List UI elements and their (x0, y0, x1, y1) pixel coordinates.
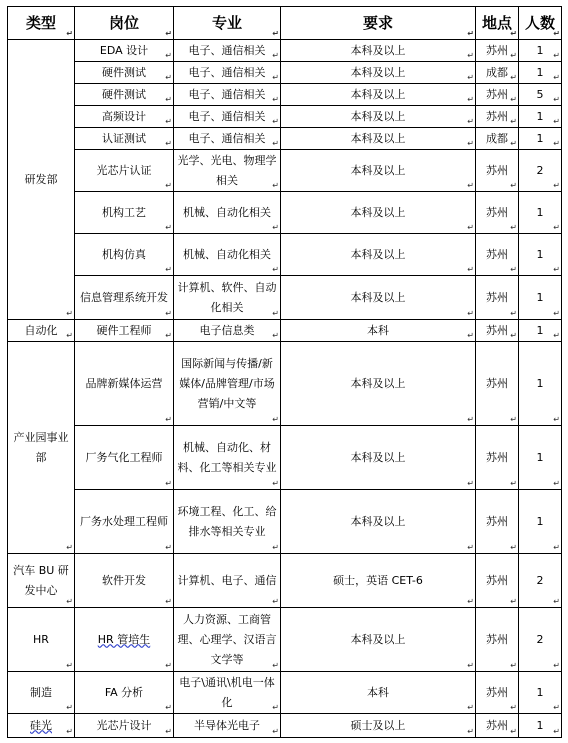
location-cell: 苏州 ↵ (476, 40, 519, 62)
count-cell: 1 ↵ (519, 106, 562, 128)
count-cell: 1 ↵ (519, 128, 562, 150)
location-cell: 苏州 ↵ (476, 192, 519, 234)
position-cell: 光芯片认证 ↵ (75, 150, 174, 192)
position-cell: 机构工艺 ↵ (75, 192, 174, 234)
requirement-cell: 本科及以上 ↵ (281, 106, 476, 128)
location-cell: 苏州 ↵ (476, 106, 519, 128)
table-row (8, 276, 562, 320)
requirement-cell: 硕士，英语 CET-6 ↵ (281, 554, 476, 608)
location-cell: 苏州 ↵ (476, 342, 519, 426)
table-row (8, 554, 562, 608)
count-cell: 1 ↵ (519, 192, 562, 234)
location-cell: 苏州 ↵ (476, 554, 519, 608)
requirement-cell: 本科及以上 ↵ (281, 150, 476, 192)
table-row (8, 40, 562, 62)
count-cell: 1 ↵ (519, 40, 562, 62)
major-cell: 电子、通信相关 ↵ (174, 128, 281, 150)
header-location: 地点 ↵ (476, 7, 519, 40)
type-cell: 自动化 ↵ (8, 320, 75, 342)
position-cell: EDA 设计 ↵ (75, 40, 174, 62)
location-cell: 成都 ↵ (476, 128, 519, 150)
recruitment-table (7, 6, 562, 738)
position-cell: 厂务水处理工程师 ↵ (75, 490, 174, 554)
major-cell: 计算机、电子、通信 ↵ (174, 554, 281, 608)
type-cell: 产业园事业部 ↵ (8, 342, 75, 554)
type-cell: 制造 ↵ (8, 672, 75, 714)
count-cell: 1 ↵ (519, 320, 562, 342)
header-position: 岗位 ↵ (75, 7, 174, 40)
requirement-cell: 本科及以上 ↵ (281, 40, 476, 62)
requirement-cell: 本科及以上 ↵ (281, 276, 476, 320)
major-cell: 人力资源、工商管理、心理学、汉语言文学等 ↵ (174, 608, 281, 672)
count-cell: 1 ↵ (519, 714, 562, 738)
table-row (8, 150, 562, 192)
requirement-cell: 本科及以上 ↵ (281, 84, 476, 106)
location-cell: 苏州 ↵ (476, 150, 519, 192)
major-cell: 电子\通讯\机电一体化 ↵ (174, 672, 281, 714)
count-cell: 1 ↵ (519, 62, 562, 84)
location-cell: 苏州 ↵ (476, 672, 519, 714)
table-row (8, 234, 562, 276)
count-cell: 1 ↵ (519, 672, 562, 714)
position-cell: 光芯片设计 ↵ (75, 714, 174, 738)
table-row (8, 608, 562, 672)
position-cell: 软件开发 ↵ (75, 554, 174, 608)
requirement-cell: 本科及以上 ↵ (281, 342, 476, 426)
header-type: 类型 ↵ (8, 7, 75, 40)
table-row (8, 84, 562, 106)
major-cell: 电子、通信相关 ↵ (174, 84, 281, 106)
count-cell: 1 ↵ (519, 342, 562, 426)
requirement-cell: 本科及以上 ↵ (281, 62, 476, 84)
location-cell: 苏州 ↵ (476, 490, 519, 554)
major-cell: 光学、光电、物理学相关 ↵ (174, 150, 281, 192)
requirement-cell: 本科及以上 ↵ (281, 490, 476, 554)
major-cell: 半导体光电子 ↵ (174, 714, 281, 738)
table-row (8, 342, 562, 426)
position-cell: HR 管培生 ↵ (75, 608, 174, 672)
table-row (8, 714, 562, 738)
requirement-cell: 本科及以上 ↵ (281, 128, 476, 150)
location-cell: 苏州 ↵ (476, 276, 519, 320)
major-cell: 机械、自动化相关 ↵ (174, 192, 281, 234)
type-cell: 研发部 ↵ (8, 40, 75, 320)
location-cell: 苏州 ↵ (476, 608, 519, 672)
table-row (8, 426, 562, 490)
major-cell: 环境工程、化工、给排水等相关专业 ↵ (174, 490, 281, 554)
position-cell: FA 分析 ↵ (75, 672, 174, 714)
requirement-cell: 本科及以上 ↵ (281, 234, 476, 276)
requirement-cell: 本科及以上 ↵ (281, 608, 476, 672)
major-cell: 电子信息类 ↵ (174, 320, 281, 342)
major-cell: 电子、通信相关 ↵ (174, 106, 281, 128)
table-row (8, 672, 562, 714)
major-cell: 计算机、软件、自动化相关 ↵ (174, 276, 281, 320)
location-cell: 苏州 ↵ (476, 320, 519, 342)
table-row (8, 106, 562, 128)
position-cell: 高频设计 ↵ (75, 106, 174, 128)
table-row (8, 192, 562, 234)
location-cell: 苏州 ↵ (476, 84, 519, 106)
requirement-cell: 本科 ↵ (281, 672, 476, 714)
requirement-cell: 本科及以上 ↵ (281, 192, 476, 234)
location-cell: 苏州 ↵ (476, 234, 519, 276)
header-row (8, 7, 562, 40)
requirement-cell: 本科及以上 ↵ (281, 426, 476, 490)
major-cell: 机械、自动化、材料、化工等相关专业 ↵ (174, 426, 281, 490)
header-count: 人数 ↵ (519, 7, 562, 40)
requirement-cell: 本科 ↵ (281, 320, 476, 342)
major-cell: 电子、通信相关 ↵ (174, 62, 281, 84)
count-cell: 5 ↵ (519, 84, 562, 106)
count-cell: 2 ↵ (519, 608, 562, 672)
table-row (8, 490, 562, 554)
header-major: 专业 ↵ (174, 7, 281, 40)
position-cell: 硬件测试 ↵ (75, 62, 174, 84)
position-cell: 机构仿真 ↵ (75, 234, 174, 276)
count-cell: 1 ↵ (519, 426, 562, 490)
position-cell: 硬件测试 ↵ (75, 84, 174, 106)
position-cell: 硬件工程师 ↵ (75, 320, 174, 342)
major-cell: 电子、通信相关 ↵ (174, 40, 281, 62)
type-cell: 硅光 ↵ (8, 714, 75, 738)
requirement-cell: 硕士及以上 ↵ (281, 714, 476, 738)
position-cell: 信息管理系统开发 ↵ (75, 276, 174, 320)
location-cell: 成都 ↵ (476, 62, 519, 84)
location-cell: 苏州 ↵ (476, 426, 519, 490)
position-cell: 认证测试 ↵ (75, 128, 174, 150)
type-cell: 汽车 BU 研发中心 ↵ (8, 554, 75, 608)
count-cell: 1 ↵ (519, 276, 562, 320)
major-cell: 国际新闻与传播/新媒体/品牌管理/市场营销/中文等 ↵ (174, 342, 281, 426)
count-cell: 1 ↵ (519, 490, 562, 554)
header-requirement: 要求 ↵ (281, 7, 476, 40)
count-cell: 1 ↵ (519, 234, 562, 276)
count-cell: 2 ↵ (519, 554, 562, 608)
position-cell: 厂务气化工程师 ↵ (75, 426, 174, 490)
table-row (8, 62, 562, 84)
count-cell: 2 ↵ (519, 150, 562, 192)
position-cell: 品牌新媒体运营 ↵ (75, 342, 174, 426)
major-cell: 机械、自动化相关 ↵ (174, 234, 281, 276)
type-cell: HR ↵ (8, 608, 75, 672)
location-cell: 苏州 ↵ (476, 714, 519, 738)
table-row (8, 128, 562, 150)
table-row (8, 320, 562, 342)
